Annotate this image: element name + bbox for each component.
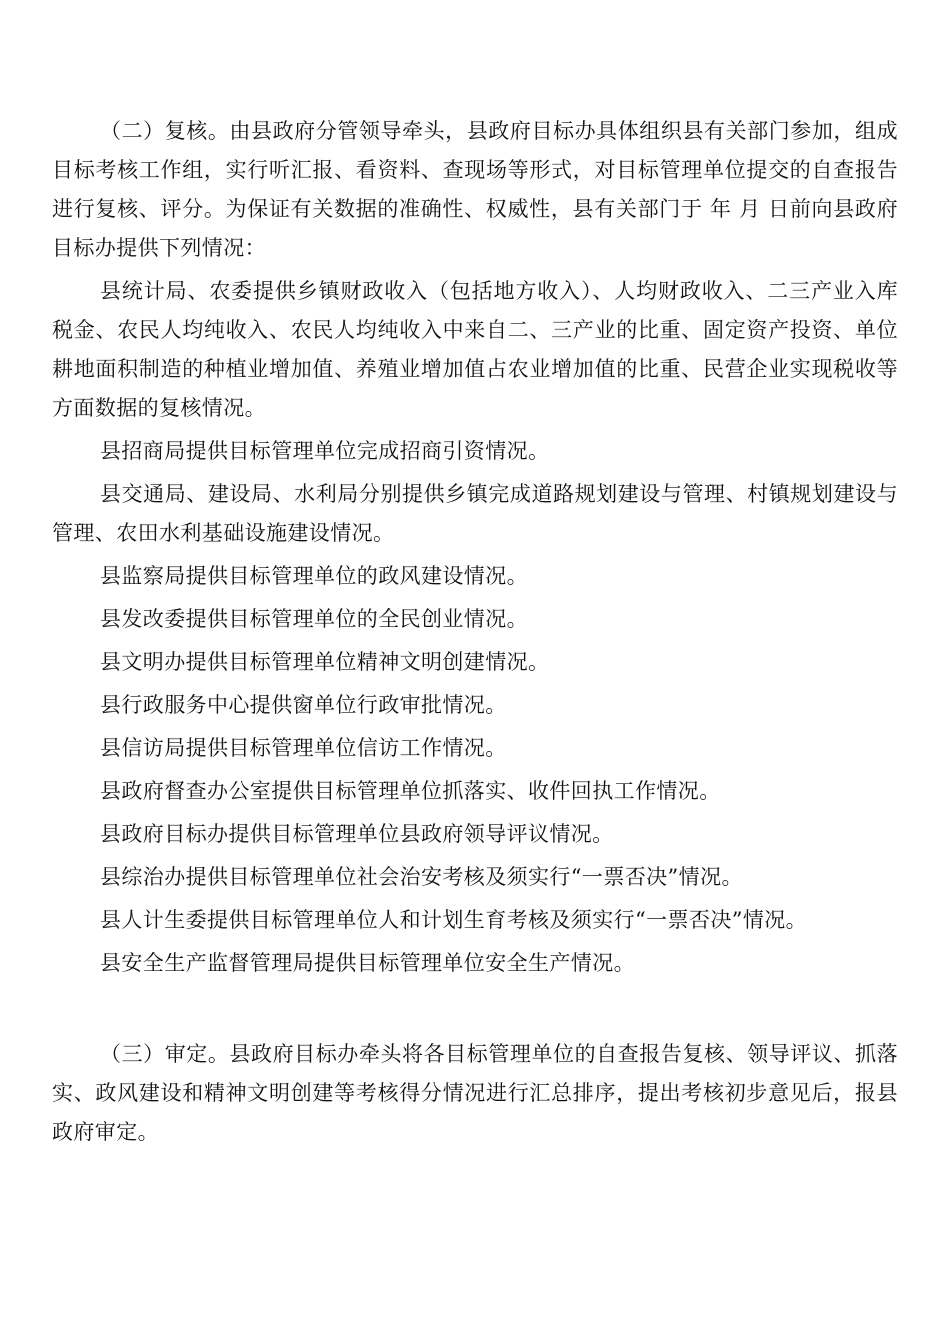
provided-item-public-security: 县综治办提供目标管理单位社会治安考核及须实行“一票否决”情况。 bbox=[100, 865, 743, 889]
provided-item-family-planning: 县人计生委提供目标管理单位人和计划生育考核及须实行“一票否决”情况。 bbox=[100, 908, 808, 932]
provided-item-leadership-evaluation: 县政府目标办提供目标管理单位县政府领导评议情况。 bbox=[100, 822, 614, 846]
provided-item-supervision: 县监察局提供目标管理单位的政风建设情况。 bbox=[100, 564, 528, 588]
provided-item-infrastructure: 县交通局、建设局、水利局分别提供乡镇完成道路规划建设与管理、村镇规划建设与管理、农田水利基础设施建设情况。 bbox=[52, 482, 898, 545]
document-page bbox=[52, 112, 898, 1152]
provided-item-statistics: 县统计局、农委提供乡镇财政收入（包括地方收入）、人均财政收入、二三产业入库税金、农民人均纯收入、农民人均纯收入中来自二、三产业的比重、固定资产投资、单位耕地面积制造的种植业增加值、养殖业增加值占农业增加值的比重、民营企业实现税收等方面数据的复核情况。 bbox=[52, 279, 898, 420]
provided-item-work-safety: 县安全生产监督管理局提供目标管理单位安全生产情况。 bbox=[100, 951, 635, 975]
provided-item-investment: 县招商局提供目标管理单位完成招商引资情况。 bbox=[100, 439, 550, 463]
provided-item-entrepreneurship: 县发改委提供目标管理单位的全民创业情况。 bbox=[100, 607, 528, 631]
provided-item-administrative-approval: 县行政服务中心提供窗单位行政审批情况。 bbox=[100, 693, 507, 717]
section-spacer bbox=[52, 983, 898, 1035]
section-2-review-paragraph: （二）复核。由县政府分管领导牵头，县政府目标办具体组织县有关部门参加，组成目标考核工作组，实行听汇报、看资料、查现场等形式，对目标管理单位提交的自查报告进行复核、评分。为保证有关数据的准确性、权威性，县有关部门于 年 月 日前向县政府目标办提供下列情况： bbox=[52, 119, 898, 260]
provided-item-petition: 县信访局提供目标管理单位信访工作情况。 bbox=[100, 736, 507, 760]
provided-item-inspection: 县政府督查办公室提供目标管理单位抓落实、收件回执工作情况。 bbox=[100, 779, 721, 803]
provided-item-civilization: 县文明办提供目标管理单位精神文明创建情况。 bbox=[100, 650, 550, 674]
section-3-approval-paragraph: （三）审定。县政府目标办牵头将各目标管理单位的自查报告复核、领导评议、抓落实、政风建设和精神文明创建等考核得分情况进行汇总排序，提出考核初步意见后，报县政府审定。 bbox=[52, 1042, 898, 1144]
